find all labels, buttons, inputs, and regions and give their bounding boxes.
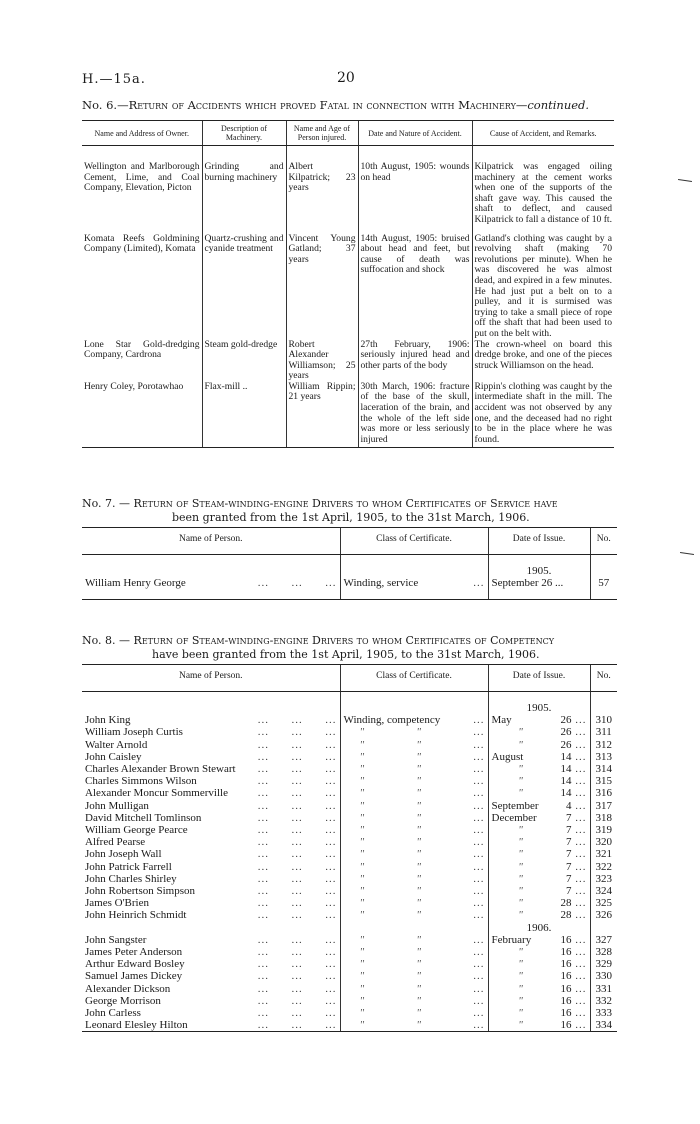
col-owner: Name and Address of Owner. (82, 121, 202, 146)
issue-month: May (491, 714, 512, 727)
person-name: George Morrison (85, 994, 161, 1007)
cause-cell: Rippin's clothing was caught by the intermediate shaft in the mill. The accident was not observed by any one, and the deceased had no right to be in the place where he was found. (472, 382, 614, 448)
certificate-no: 316 (590, 787, 617, 799)
table-row: John Joseph Wall ... ... ... " " ... " 7 ... 321 (82, 848, 617, 860)
person-name: John Heinrich Schmidt (85, 909, 187, 922)
table-row: John King ... ... ... Winding, competency ... May 26 ... 310 (82, 714, 617, 726)
table8-title (82, 634, 617, 662)
certificate-no: 318 (590, 812, 617, 824)
issue-month: " (518, 836, 523, 849)
issue-month: " (518, 726, 523, 739)
table-row: Leonard Elesley Hilton ... ... ... " " ... " 16 ... 334 (82, 1019, 617, 1032)
person-name: John Joseph Wall (85, 848, 162, 861)
table7-number: No. 7. — (82, 497, 131, 510)
certificate-no: 320 (590, 836, 617, 848)
issue-month: " (518, 958, 523, 971)
issue-month: " (518, 824, 523, 837)
certificate-no: 315 (590, 775, 617, 787)
issue-day: 4 (566, 799, 572, 812)
accident-cell: 30th March, 1906: fracture of the base of the skull, laceration of the brain, and the whole of the left side was more or less seriously injured (358, 382, 472, 448)
certificate-no: 57 (590, 577, 617, 600)
table7-line2: been granted from the 1st April, 1905, to the 31st March, 1906. (172, 511, 530, 524)
issue-day: 7 (566, 872, 572, 885)
margin-mark (678, 179, 692, 182)
table-row: John Mulligan ... ... ... " " ... September 4 ... 317 (82, 800, 617, 812)
table8-line2: have been granted from the 1st April, 1905, to the 31st March, 1906. (152, 648, 540, 661)
person-name: John King (85, 714, 131, 727)
col-class: Class of Certificate. (340, 665, 488, 692)
table-row: Charles Alexander Brown Stewart ... ... ... " " ... " 14 ... 314 (82, 763, 617, 775)
cause-cell: The crown-wheel on board this dredge broke, and one of the pieces struck Williamson on the head. (472, 340, 614, 382)
issue-month: August (491, 750, 524, 763)
issue-month: " (518, 909, 523, 922)
issue-day: 14 (560, 775, 572, 788)
table-row (82, 340, 614, 382)
col-date: Date of Issue. (488, 528, 590, 555)
accident-cell: 10th August, 1905: wounds on head (358, 162, 472, 234)
certificate-no: 323 (590, 873, 617, 885)
person-name: John Caisley (85, 750, 142, 763)
table-row: John Robertson Simpson ... ... ... " " ... " 7 ... 324 (82, 885, 617, 897)
person-name: Leonard Elesley Hilton (85, 1019, 188, 1032)
certificate-no: 319 (590, 824, 617, 836)
year-label: 1906. (488, 922, 590, 934)
issue-month: " (518, 1007, 523, 1020)
certificate-no: 324 (590, 885, 617, 897)
table-row: David Mitchell Tomlinson ... ... ... " " ... December 7 ... 318 (82, 812, 617, 824)
table-header-row (82, 665, 617, 692)
table-row (82, 382, 614, 448)
issue-day: 16 (560, 970, 572, 983)
issue-month: " (518, 763, 523, 776)
certificate-no: 317 (590, 800, 617, 812)
certificate-class: Winding, competency (343, 714, 441, 727)
person-name: James O'Brien (85, 897, 149, 910)
issue-month: " (518, 1019, 523, 1032)
certificate-no: 321 (590, 848, 617, 860)
person-name: John Robertson Simpson (85, 885, 196, 898)
certificate-no: 330 (590, 970, 617, 982)
certificate-no: 329 (590, 958, 617, 970)
issue-day: 7 (566, 885, 572, 898)
person-name: John Mulligan (85, 799, 149, 812)
table-row: John Charles Shirley ... ... ... " " ... " 7 ... 323 (82, 873, 617, 885)
table-row: William Joseph Curtis ... ... ... " " ... " 26 ... 311 (82, 726, 617, 738)
issue-date: September 26 ... (488, 577, 590, 600)
col-person: Name and Age of Person injured. (286, 121, 358, 146)
col-accident: Date and Nature of Accident. (358, 121, 472, 146)
table-row: Samuel James Dickey ... ... ... " " ... " 16 ... 330 (82, 970, 617, 982)
issue-day: 14 (560, 763, 572, 776)
issue-day: 7 (566, 811, 572, 824)
person-name: Walter Arnold (85, 738, 148, 751)
person-name: Alfred Pearse (85, 836, 146, 849)
year-label: 1905. (488, 565, 590, 577)
issue-month: " (518, 775, 523, 788)
certificate-no: 334 (590, 1019, 617, 1032)
certificate-no: 328 (590, 946, 617, 958)
table8-number: No. 8. — (82, 634, 131, 647)
machinery-cell: Grinding and burning machinery (202, 162, 286, 234)
table8-line1: Return of Steam-winding-engine Drivers to whom Certificates of Competency (133, 634, 555, 647)
certificate-no: 326 (590, 909, 617, 921)
person-name: John Carless (85, 1007, 141, 1020)
table-row: John Heinrich Schmidt ... ... ... " " ... " 28 ... 326 (82, 909, 617, 921)
table-row: George Morrison ... ... ... " " ... " 16 ... 332 (82, 995, 617, 1007)
issue-day: 16 (560, 1019, 572, 1032)
certificate-no: 311 (590, 726, 617, 738)
issue-day: 16 (560, 994, 572, 1007)
certificate-no: 310 (590, 714, 617, 726)
table6-number: No. 6.— (82, 98, 129, 112)
issue-day: 14 (560, 787, 572, 800)
person-name: James Peter Anderson (85, 946, 183, 959)
machinery-cell: Quartz-crushing and cyanide treatment (202, 234, 286, 340)
machinery-cell: Steam gold-dredge (202, 340, 286, 382)
table-row: Alfred Pearse ... ... ... " " ... " 7 ... 320 (82, 836, 617, 848)
owner-cell: Lone Star Gold-dredging Company, Cardrona (84, 338, 200, 361)
accident-cell: 14th August, 1905: bruised about head and feet, but cause of death was suffocation and shock (358, 234, 472, 340)
person-name: Alexander Moncur Sommerville (85, 787, 228, 800)
table-row: John Sangster ... ... ... " " ... February 16 ... 327 (82, 934, 617, 946)
person-name: Charles Alexander Brown Stewart (85, 763, 236, 776)
issue-day: 16 (560, 1007, 572, 1020)
margin-mark (680, 552, 694, 555)
issue-day: 26 (560, 714, 572, 727)
issue-day: 28 (560, 909, 572, 922)
certificate-no: 332 (590, 995, 617, 1007)
owner-cell: Henry Coley, Porotawhao (82, 382, 202, 448)
table-row (82, 162, 614, 234)
col-no: No. (590, 528, 617, 555)
person-name: Arthur Edward Bosley (85, 958, 185, 971)
certificate-no: 327 (590, 934, 617, 946)
cause-cell: Kilpatrick was engaged oiling machinery at the cement works when one of the supports of the shaft gave way. This caused the shaft to deflect, and caused Kilpatrick to fall a distance of 10 ft. (472, 162, 614, 234)
person-cell: Robert Alexander Williamson; 25 years (286, 340, 358, 382)
table-row: John Caisley ... ... ... " " ... August 14 ... 313 (82, 751, 617, 763)
person-cell: Vincent Young Gatland; 37 years (286, 234, 358, 340)
certificate-no: 312 (590, 739, 617, 751)
fatal-accidents-table (82, 120, 614, 448)
issue-month: " (518, 885, 523, 898)
col-name: Name of Person. (82, 665, 340, 692)
table-row: William Henry George ... ... ... Winding, service ... September 26 ... 57 (82, 577, 617, 600)
issue-month: " (518, 872, 523, 885)
table-row: William George Pearce ... ... ... " " ... " 7 ... 319 (82, 824, 617, 836)
col-name: Name of Person. (82, 528, 340, 555)
table-row: Alexander Moncur Sommerville ... ... ... " " ... " 14 ... 316 (82, 787, 617, 799)
issue-day: 28 (560, 897, 572, 910)
person-cell: William Rippin; 21 years (286, 382, 358, 448)
person-name: John Patrick Farrell (85, 860, 172, 873)
col-date: Date of Issue. (488, 665, 590, 692)
issue-day: 26 (560, 738, 572, 751)
table-row: John Carless ... ... ... " " ... " 16 ... 333 (82, 1007, 617, 1019)
issue-day: 16 (560, 946, 572, 959)
issue-day: 16 (560, 933, 572, 946)
accident-cell: 27th February, 1906: seriously injured head and other parts of the body (358, 340, 472, 382)
issue-day: 7 (566, 848, 572, 861)
issue-month: February (491, 933, 532, 946)
table-row: Alexander Dickson ... ... ... " " ... " 16 ... 331 (82, 983, 617, 995)
issue-month: " (518, 970, 523, 983)
issue-day: 16 (560, 958, 572, 971)
document-code: H.—15a. (82, 72, 146, 87)
col-class: Class of Certificate. (340, 528, 488, 555)
issue-month: " (518, 860, 523, 873)
issue-month: December (491, 811, 537, 824)
table-header-row (82, 528, 617, 555)
certificate-no: 313 (590, 751, 617, 763)
machinery-cell: Flax-mill .. (202, 382, 286, 448)
table-row: John Patrick Farrell ... ... ... " " ... " 7 ... 322 (82, 861, 617, 873)
competency-certificates-table (82, 664, 617, 1032)
table7-title (82, 497, 617, 525)
col-no: No. (590, 665, 617, 692)
table-row: James Peter Anderson ... ... ... " " ... " 16 ... 328 (82, 946, 617, 958)
cause-cell: Gatland's clothing was caught by a revolving shaft (making 70 revolutions per minute). When he was discovered he was almost dead, and expired in a few minutes. He had just put a belt on to a pulley, and it is surmised was trying to take a small piece of rope off the shaft that had been used to put on the belt with. (472, 234, 614, 340)
owner-cell: Wellington and Marlborough Cement, Lime, and Coal Company, Elevation, Picton (84, 161, 200, 194)
person-name: William George Pearce (85, 824, 188, 837)
issue-month: " (518, 946, 523, 959)
issue-month: September (491, 799, 539, 812)
table6-title (82, 98, 612, 112)
person-name: Samuel James Dickey (85, 970, 183, 983)
service-certificates-table (82, 527, 617, 600)
person-cell: Albert Kilpatrick; 23 years (286, 162, 358, 234)
certificate-no: 314 (590, 763, 617, 775)
owner-cell: Komata Reefs Goldmining Company (Limited), Komata (84, 232, 200, 255)
person-name: John Sangster (85, 933, 147, 946)
issue-day: 7 (566, 860, 572, 873)
issue-day: 7 (566, 836, 572, 849)
table-row: Walter Arnold ... ... ... " " ... " 26 ... 312 (82, 739, 617, 751)
person-name: Charles Simmons Wilson (85, 775, 197, 788)
issue-month: " (518, 738, 523, 751)
person-name: William Joseph Curtis (85, 726, 183, 739)
issue-month: " (518, 787, 523, 800)
issue-day: 7 (566, 824, 572, 837)
issue-month: " (518, 848, 523, 861)
certificate-no: 331 (590, 983, 617, 995)
person-name: William Henry George (85, 577, 186, 590)
certificate-no: 333 (590, 1007, 617, 1019)
table-row (82, 234, 614, 340)
table7-line1: Return of Steam-winding-engine Drivers to whom Certificates of Service have (133, 497, 558, 510)
issue-day: 16 (560, 982, 572, 995)
table-row: Charles Simmons Wilson ... ... ... " " ... " 14 ... 315 (82, 775, 617, 787)
page-number: 20 (337, 70, 355, 86)
issue-month: " (518, 994, 523, 1007)
table6-continued: —continued. (515, 98, 590, 112)
issue-month: " (518, 897, 523, 910)
certificate-class: Winding, service (343, 577, 419, 590)
certificate-no: 322 (590, 861, 617, 873)
person-name: Alexander Dickson (85, 982, 171, 995)
certificate-no: 325 (590, 897, 617, 909)
issue-day: 14 (560, 750, 572, 763)
person-name: John Charles Shirley (85, 872, 177, 885)
person-name: David Mitchell Tomlinson (85, 811, 202, 824)
col-cause: Cause of Accident, and Remarks. (472, 121, 614, 146)
year-label: 1905. (488, 702, 590, 714)
table-row: James O'Brien ... ... ... " " ... " 28 ... 325 (82, 897, 617, 909)
table-header-row (82, 121, 614, 146)
table6-title-text: Return of Accidents which proved Fatal in connection with Machinery (128, 98, 516, 112)
issue-month: " (518, 982, 523, 995)
issue-day: 26 (560, 726, 572, 739)
table-row: Arthur Edward Bosley ... ... ... " " ... " 16 ... 329 (82, 958, 617, 970)
col-machinery: Description of Machinery. (202, 121, 286, 146)
